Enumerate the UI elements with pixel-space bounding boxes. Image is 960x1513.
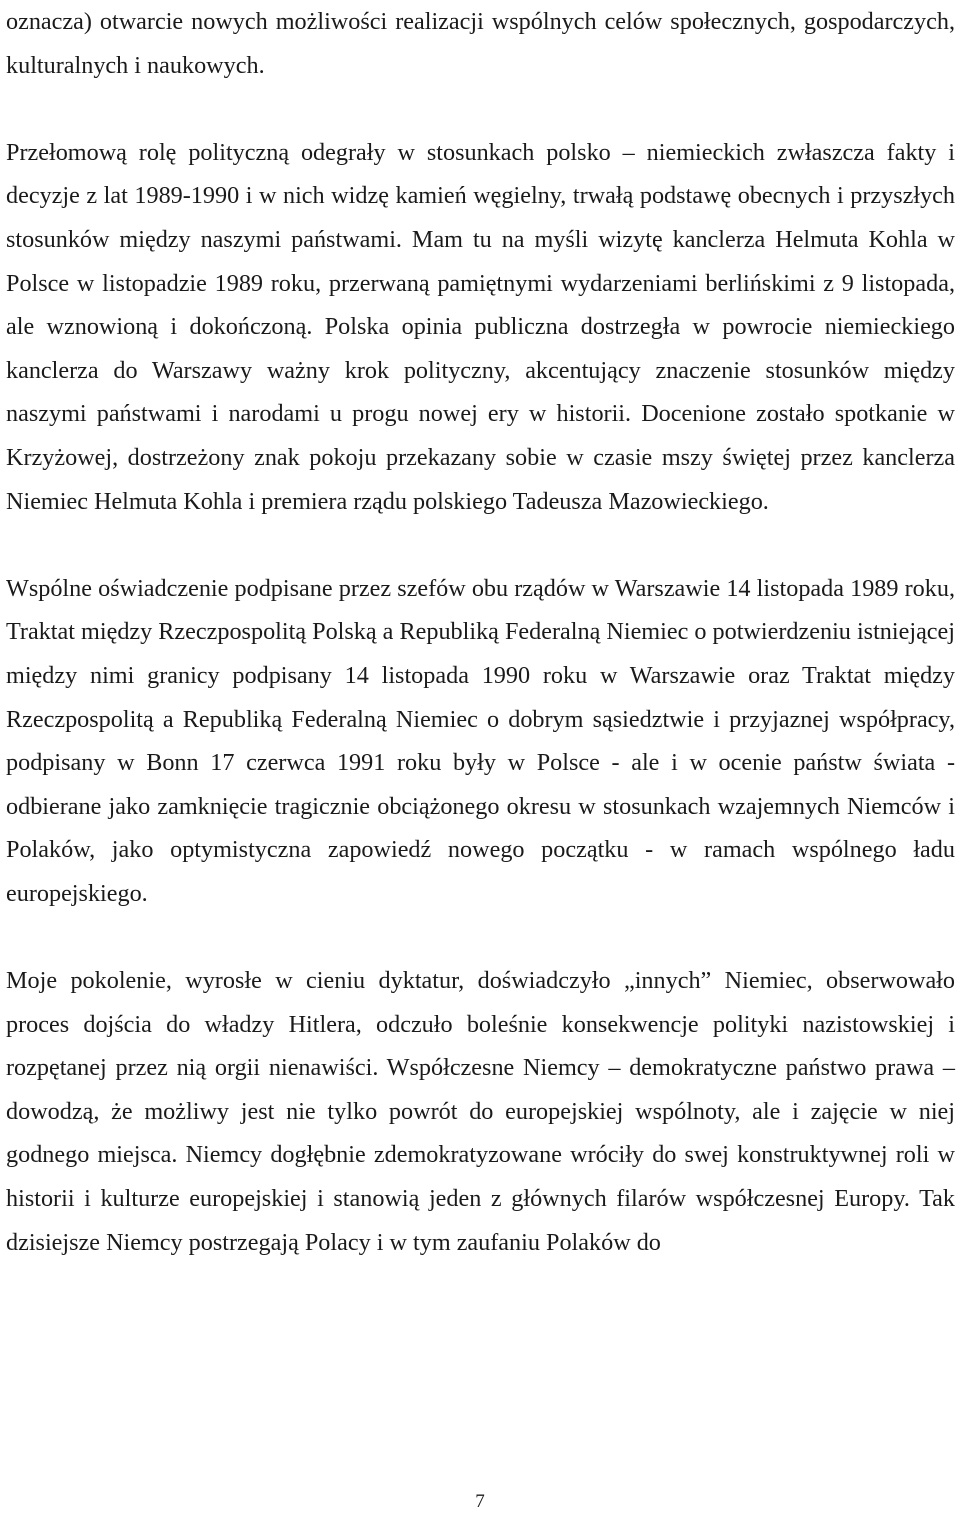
paragraph-1: oznacza) otwarcie nowych możliwości realizacji wspólnych celów społecznych, gospodarczych, kulturalnych i naukowych. — [6, 8, 955, 79]
paragraph-3: Wspólne oświadczenie podpisane przez szefów obu rządów w Warszawie 14 listopada 1989 roku, Traktat między Rzeczpospolitą Polską a Republiką Federalną Niemiec o potwierdzeniu istniejącej między nimi granicy podpisany 14 listopada 1990 roku w Warszawie oraz Traktat między Rzeczpospolitą a Republiką Federalną Niemiec o dobrym sąsiedztwie i przyjaznej współpracy, podpisany w Bonn 17 czerwca 1991 roku były w Polsce - ale i w ocenie państw świata - odbierane jako zamknięcie tragicznie obciążonego okresu w stosunkach wzajemnych Niemców i Polaków, jako optymistyczna zapowiedź nowego początku - w ramach wspólnego ładu europejskiego. — [6, 574, 955, 907]
document-body — [6, 0, 955, 1264]
page-number: 7 — [475, 1491, 485, 1512]
paragraph-2: Przełomową rolę polityczną odegrały w stosunkach polsko – niemieckich zwłaszcza fakty i decyzje z lat 1989-1990 i w nich widzę kamień węgielny, trwałą podstawę obecnych i przyszłych stosunków między naszymi państwami. Mam tu na myśli wizytę kanclerza Helmuta Kohla w Polsce w listopadzie 1989 roku, przerwaną pamiętnymi wydarzeniami berlińskimi z 9 listopada, ale wznowioną i dokończoną. Polska opinia publiczna dostrzegła w powrocie niemieckiego kanclerza do Warszawy ważny krok polityczny, akcentujący znaczenie stosunków między naszymi państwami i narodami u progu nowej ery w historii. Docenione zostało spotkanie w Krzyżowej, dostrzeżony znak pokoju przekazany sobie w czasie mszy świętej przez kanclerza Niemiec Helmuta Kohla i premiera rządu polskiego Tadeusza Mazowieckiego. — [6, 138, 955, 515]
paragraph-4: Moje pokolenie, wyrosłe w cieniu dyktatur, doświadczyło „innych” Niemiec, obserwowało proces dojścia do władzy Hitlera, odczuło boleśnie konsekwencje polityki nazistowskiej i rozpętanej przez nią orgii nienawiści. Współczesne Niemcy – demokratyczne państwo prawa – dowodzą, że możliwy jest nie tylko powrót do europejskiej wspólnoty, ale i zajęcie w niej godnego miejsca. Niemcy dogłębnie zdemokratyzowane wróciły do swej konstruktywnej roli w historii i kulturze europejskiej i stanowią jeden z głównych filarów współczesnej Europy. Tak dzisiejsze Niemcy postrzegają Polacy i w tym zaufaniu Polaków do — [6, 967, 955, 1256]
